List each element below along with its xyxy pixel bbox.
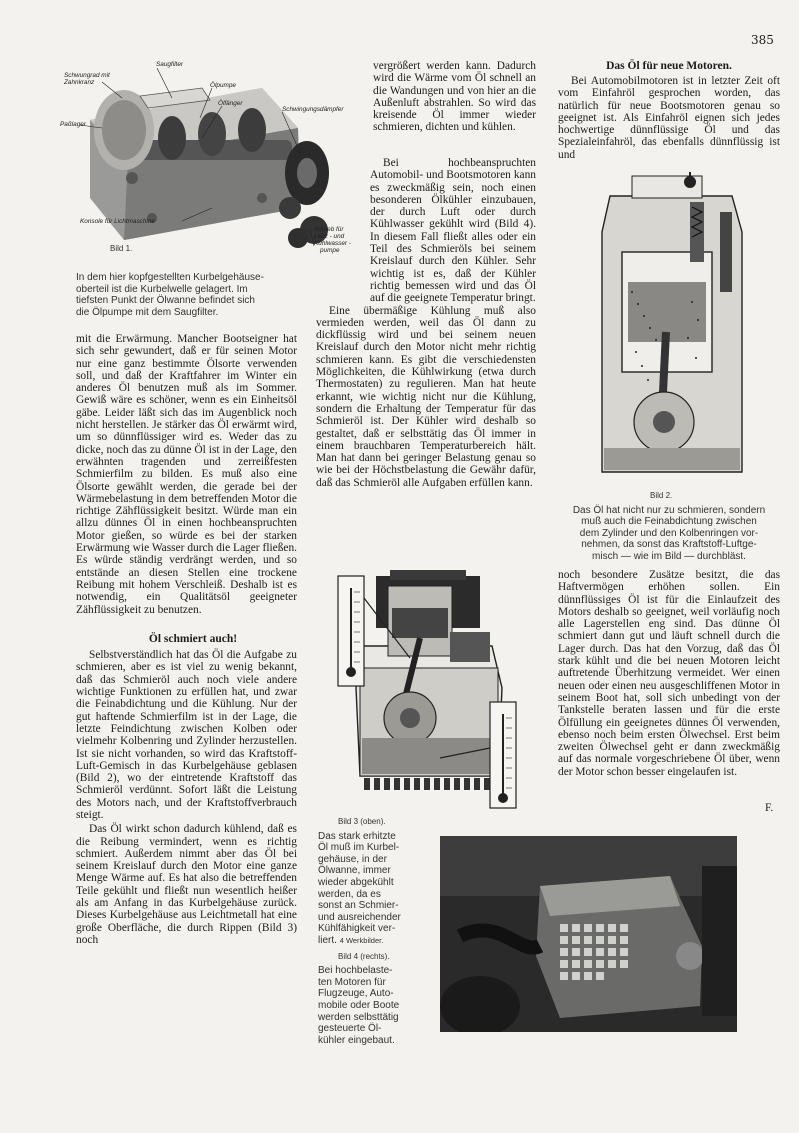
section-heading-neue-motoren: Das Öl für neue Motoren.	[606, 60, 732, 72]
label-oelpumpe: Ölpumpe	[210, 82, 236, 89]
column-3-bottom	[558, 569, 780, 778]
column-1	[76, 333, 297, 946]
label-zahnkranz: Zahnkranz	[64, 79, 95, 86]
figure-1-caption: In dem hier kopfgestellten Kurbelgehäuse- oberteil ist die Kurbelwelle gelagert. Im tiefsten Punkt der Ölwanne befindet sich die Ölpumpe mit dem Saugfilter.	[76, 272, 264, 318]
col2-paragraph-2: Bei hochbeanspruchten Automobil- und Bootsmotoren kann es zweckmäßig sein, noch einen besonderen Ölkühler einzubauen, der durch Luft oder durch Kühlwasser gekühlt wird (Bild 4). In diesem Fall fließt alles oder ein Teil des Schmieröls bei seinem Kreislauf durch den Kühler. Sehr wichtig ist es, daß der Kühler richtig bemessen wird und das Öl auf die geeignete Temperatur bringt.	[370, 157, 536, 305]
label-antrieb-1: Antrieb für	[314, 226, 344, 233]
col2-paragraph-3: Eine übermäßige Kühlung muß also vermieden werden, weil das Öl dann zu dickflüssig wird und bei seinem neuen Kreislauf durch den Motor nicht mehr richtig schmieren kann. Es gibt die verschiedensten Möglichkeiten, die Kühlwirkung (etwa durch Thermostaten) zu regulieren. Man hat heute erkannt, wie wichtig nicht nur die Kühlung, sondern die Erhaltung der Temperatur für das Schmieröl ist. Der Kühler wird deshalb so gestaltet, daß er selbsttätig das Öl immer in einem brauchbaren Temperaturbereich hält. Man hat dann bei geringer Belastung genau so wie bei der Höchstbelastung die Gewähr dafür, daß das Schmieröl alle Aufgaben erfüllen kann.	[316, 304, 536, 489]
col2-paragraph-1: vergrößert werden kann. Dadurch wird die Wärme vom Öl schnell an die Wandungen und von hier an die Außenluft abstrahlen. So wird das kreisende Öl immer wieder schmieren, dichten und kühlen.	[373, 60, 536, 134]
figure-4-image	[440, 836, 737, 1032]
column-2-upper-right	[373, 60, 536, 134]
article-signature: F.	[765, 802, 774, 814]
col1-paragraph-1: mit die Erwärmung. Mancher Bootseigner hat sich sehr gewundert, daß er für seinen Motor nur eine ganz bestimmte Ölsorte verwenden soll, und daß der Kraftfahrer im Winter ein anderes Öl benutzen muß als im Sommer. Gewiß wäre es schöner, wenn es ein Einheitsöl gäbe. Leider läßt sich das im Augenblick noch nicht herstellen. Je stärker das Öl erwärmt wird, um so dünnflüssiger wird es. Weder das zu dicke, noch das zu dünne Öl ist in der Lage, den erwähnten tragenden und zerreißfesten Schmierfilm zu bilden. Es muß also eine Ölsorte gewählt werden, die gerade bei der Wärmebelastung in dem betreffenden Motor die richtige Zähflüssigkeit besitzt. Würde man ein allzu dünnes Öl in einen hochbeanspruchten Motor gießen, so würde es bei der starken Erwärmung wie Wasser durch die Lager fließen. Es würde ständig verdrängt werden, und so entstände an diesen Stellen eine trockene Reibung mit hohem Verschleiß. Deshalb ist es notwendig, ein Qualitätsöl geeigneter Zähflüssigkeit zu benutzen.	[76, 333, 297, 616]
col1-paragraph-2: Selbstverständlich hat das Öl die Aufgabe zu schmieren, aber es ist viel zu wenig bekannt, daß das Schmieröl auch noch viele andere wichtige Funktionen zu erfüllen hat, und zwar die Feinabdichtung und die Kühlung. Nur der gut haftende Schmierfilm ist in der Lage, die letzte Feindichtung zwischen Kolben oder vielmehr Kolbenring und Zylinder herzustellen. Ist sie nicht vorhanden, so wird das Kraftstoff-Luft-Gemisch in das Kurbelgehäuse geblasen (Bild 2), wo der eintretende Kraftstoff das Schmieröl verdünnt. Sofort läßt die Leistung des Motors nach, und der Kraftstoffverbrauch steigt.	[76, 649, 297, 821]
figure-4-number: Bild 4 (rechts).	[338, 951, 390, 961]
label-passlager: Paßlager	[60, 121, 86, 128]
page-number: 385	[751, 33, 774, 47]
figure-2-caption: Bild 2. Das Öl hat nicht nur zu schmieren, sondern muß auch die Feinabdichtung zwischen dem Zylinder und den Kolbenringen vor- nehmen, da sonst das Kraftstoff-Luftge- misch — wie im Bild — durchbläst.	[556, 490, 782, 563]
figure-4-caption: Bei hochbelaste- ten Motoren für Flugzeuge, Auto- mobile oder Boote werden selbsttätig gesteuerte Öl- kühler eingebaut.	[318, 965, 400, 1046]
label-schwungrad: Schwungrad mit	[64, 72, 110, 79]
col3-paragraph-1: Bei Automobilmotoren ist in letzter Zeit oft vom Einfahröl gesprochen worden, das natürlich für neue Bootsmotoren genau so geeignet ist. Als Einfahröl eignen sich jedes hochwertige dünnflüssige Öl und das Spezialeinfahröl, das ebenfalls dünnflüssig ist und	[558, 75, 780, 161]
label-saugfilter: Saugfilter	[156, 61, 183, 68]
col3-paragraph-2: noch besondere Zusätze besitzt, die das Haftvermögen erhöhen sollen. Ein dünnflüssiges Öl ist für die Einlaufzeit des Motors deshalb so geeignet, weil vorläufig noch alle Lagerstellen eng sind. Das dünne Öl schmiert dann gut und läuft schnell durch die Lager durch. Das hat den Vorzug, daß das Öl stark kühlt und die bei neuen Motoren leicht auftretende Überhitzung vermeidet. Wer einen neuen oder einen neu ausgeschliffenen Motor in seinem Boot hat, soll sich unbedingt von der Tankstelle beraten lassen und für die erste Ölfüllung ein geeignetes dünnes Öl verwenden, ebenso noch beim ersten Ölwechsel. Erst beim zweiten Ölwechsel geht er dann zweckmäßig auf das normale vorgeschriebene Öl über, wenn der Motor schon besser eingelaufen ist.	[558, 569, 780, 778]
label-schwingungsdaempfer: Schwingungsdämpfer	[282, 106, 344, 113]
label-antrieb-4: pumpe	[320, 247, 340, 254]
column-3-top	[558, 60, 780, 161]
label-konsole: Konsole für Lichtmaschine	[80, 218, 155, 225]
column-2	[316, 157, 536, 489]
label-oelfaenger: Ölfänger	[218, 100, 243, 107]
figure-3-number: Bild 3 (oben).	[338, 817, 386, 826]
figure-3-image	[330, 568, 530, 813]
photo-credit: 4 Werkbilder.	[339, 935, 384, 945]
figure-2-number: Bild 2.	[650, 491, 673, 500]
label-antrieb-3: Kühlwasser -	[314, 240, 351, 247]
col1-paragraph-3: Das Öl wirkt schon dadurch kühlend, daß es die Reibung vermindert, wenn es richtig schmiert. Außerdem nimmt aber das Öl bei seinem Kreislauf durch den Motor eine ganze Menge Wärme auf. Es hat also die betreffenden Teile gekühlt und fließt nun wesentlich heißer als am Anfang in das Kurbelgehäuse zurück. Dieses Kurbelgehäuse aus Leichtmetall hat eine große Oberfläche, die durch Rippen (Bild 3) noch	[76, 823, 297, 946]
figure-2-image	[592, 172, 752, 490]
figure-3-caption: Bild 3 (oben). Das stark erhitzte Öl muß im Kurbel- gehäuse, in der Ölwanne, immer wieder abgekühlt werden, da es sonst an Schmier- und ausreichender Kühlfähigkeit ver- liert. 4 Werkbilder. Bild 4 (rechts). Bei hochbelaste- ten Motoren für Flugzeuge, Auto- mobile oder Boote werden selbsttätig gesteuerte Öl- kühler eingebaut.	[318, 816, 422, 1046]
figure-1-number: Bild 1.	[110, 244, 133, 253]
label-antrieb-2: Lenz - und	[314, 233, 345, 240]
section-heading-oel-schmiert: Öl schmiert auch!	[148, 632, 238, 645]
